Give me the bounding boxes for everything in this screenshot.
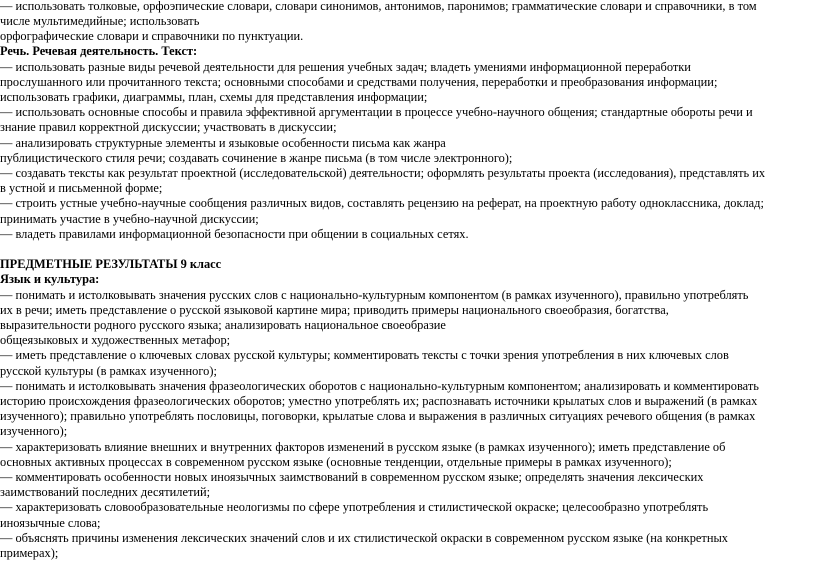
text-line: основных активных процессах в современном русском языке (основные тенденции, отдельные примеры в рамках изученного); xyxy=(0,454,672,469)
text-line: — владеть правилами информационной безопасности при общении в социальных сетях. xyxy=(0,226,469,241)
text-line: — использовать разные виды речевой деятельности для решения учебных задач; владеть умениями информационной переработки xyxy=(0,59,691,74)
text-line: числе мультимедийные; использовать xyxy=(0,14,200,28)
text-line: — характеризовать влияние внешних и внутренних факторов изменений в русском языке (в рамках изученного); иметь представление об xyxy=(0,439,726,454)
text-line: — понимать и истолковывать значения фразеологических оборотов с национально-культурным компонентом; анализировать и комментировать xyxy=(0,378,759,393)
text-line: их в речи; иметь представление о русской языковой картине мира; приводить примеры национального своеобразия, богатства, xyxy=(0,302,669,317)
text-line: заимствований последних десятилетий; xyxy=(0,485,211,500)
section-heading: Язык и культура: xyxy=(0,272,100,287)
text-line: — характеризовать словообразовательные неологизмы по сфере употребления и стилистической окраске; целесообразно употреблять xyxy=(0,500,709,515)
section-heading: ПРЕДМЕТНЫЕ РЕЗУЛЬТАТЫ 9 класс xyxy=(0,257,222,272)
text-line: общеязыковых и художественных метафор; xyxy=(0,333,231,348)
text-line: — иметь представление о ключевых словах русской культуры; комментировать тексты с точки зрения употребления в них ключевых слов xyxy=(0,348,729,363)
text-line: — использовать толковые, орфоэпические словари, словари синонимов, антонимов, паронимов; грамматические словари и справочники, в том xyxy=(0,0,757,13)
text-line: принимать участие в учебно-научной дискуссии; xyxy=(0,211,259,226)
text-line: изученного); правильно употреблять пословицы, поговорки, крылатые слова и выражения в различных ситуациях речевого общения (в рамках xyxy=(0,409,756,424)
text-line: — комментировать особенности новых иноязычных заимствований в современном русском языке; определять значения лексических xyxy=(0,470,704,484)
text-line: в устной и письменной форме; xyxy=(0,181,163,196)
text-line: историю происхождения фразеологических оборотов; уместно употреблять их; распознавать источники крылатых слов и выражений (в рамках xyxy=(0,394,758,408)
text-line: иноязычные слова; xyxy=(0,515,101,530)
text-line: выразительности родного русского языка; анализировать национальное своеобразие xyxy=(0,318,446,332)
text-line: примерах); xyxy=(0,546,59,560)
text-line: прослушанного или прочитанного текста; основными способами и средствами получения, переработки и преобразования информации; xyxy=(0,74,718,89)
text-line: знание правил корректной дискуссии; участвовать в дискуссии; xyxy=(0,120,337,135)
text-line: — использовать основные способы и правила эффективной аргументации в процессе учебно-научного общения; стандартные обороты речи и xyxy=(0,105,753,120)
text-line: — понимать и истолковывать значения русских слов с национально-культурным компонентом (в рамках изученного), правильно употреблять xyxy=(0,287,749,302)
text-line: изученного); xyxy=(0,424,68,439)
text-line: — объяснять причины изменения лексических значений слов и их стилистической окраски в современном русском языке (на конкретных xyxy=(0,530,728,545)
text-line: — анализировать структурные элементы и языковые особенности письма как жанра xyxy=(0,135,446,150)
text-line: публицистического стиля речи; создавать сочинение в жанре письма (в том числе электронного); xyxy=(0,150,513,165)
text-line: — строить устные учебно-научные сообщения различных видов, составлять рецензию на реферат, на проектную работу одноклассника, доклад; xyxy=(0,196,764,211)
text-line: русской культуры (в рамках изученного); xyxy=(0,363,217,378)
text-line: использовать графики, диаграммы, план, схемы для представления информации; xyxy=(0,90,428,104)
section-heading: Речь. Речевая деятельность. Текст: xyxy=(0,44,198,59)
text-line: орфографические словари и справочники по пунктуации. xyxy=(0,29,304,44)
text-line: — создавать тексты как результат проектной (исследовательской) деятельности; оформлять результаты проекта (исследования), представлять их xyxy=(0,166,766,180)
